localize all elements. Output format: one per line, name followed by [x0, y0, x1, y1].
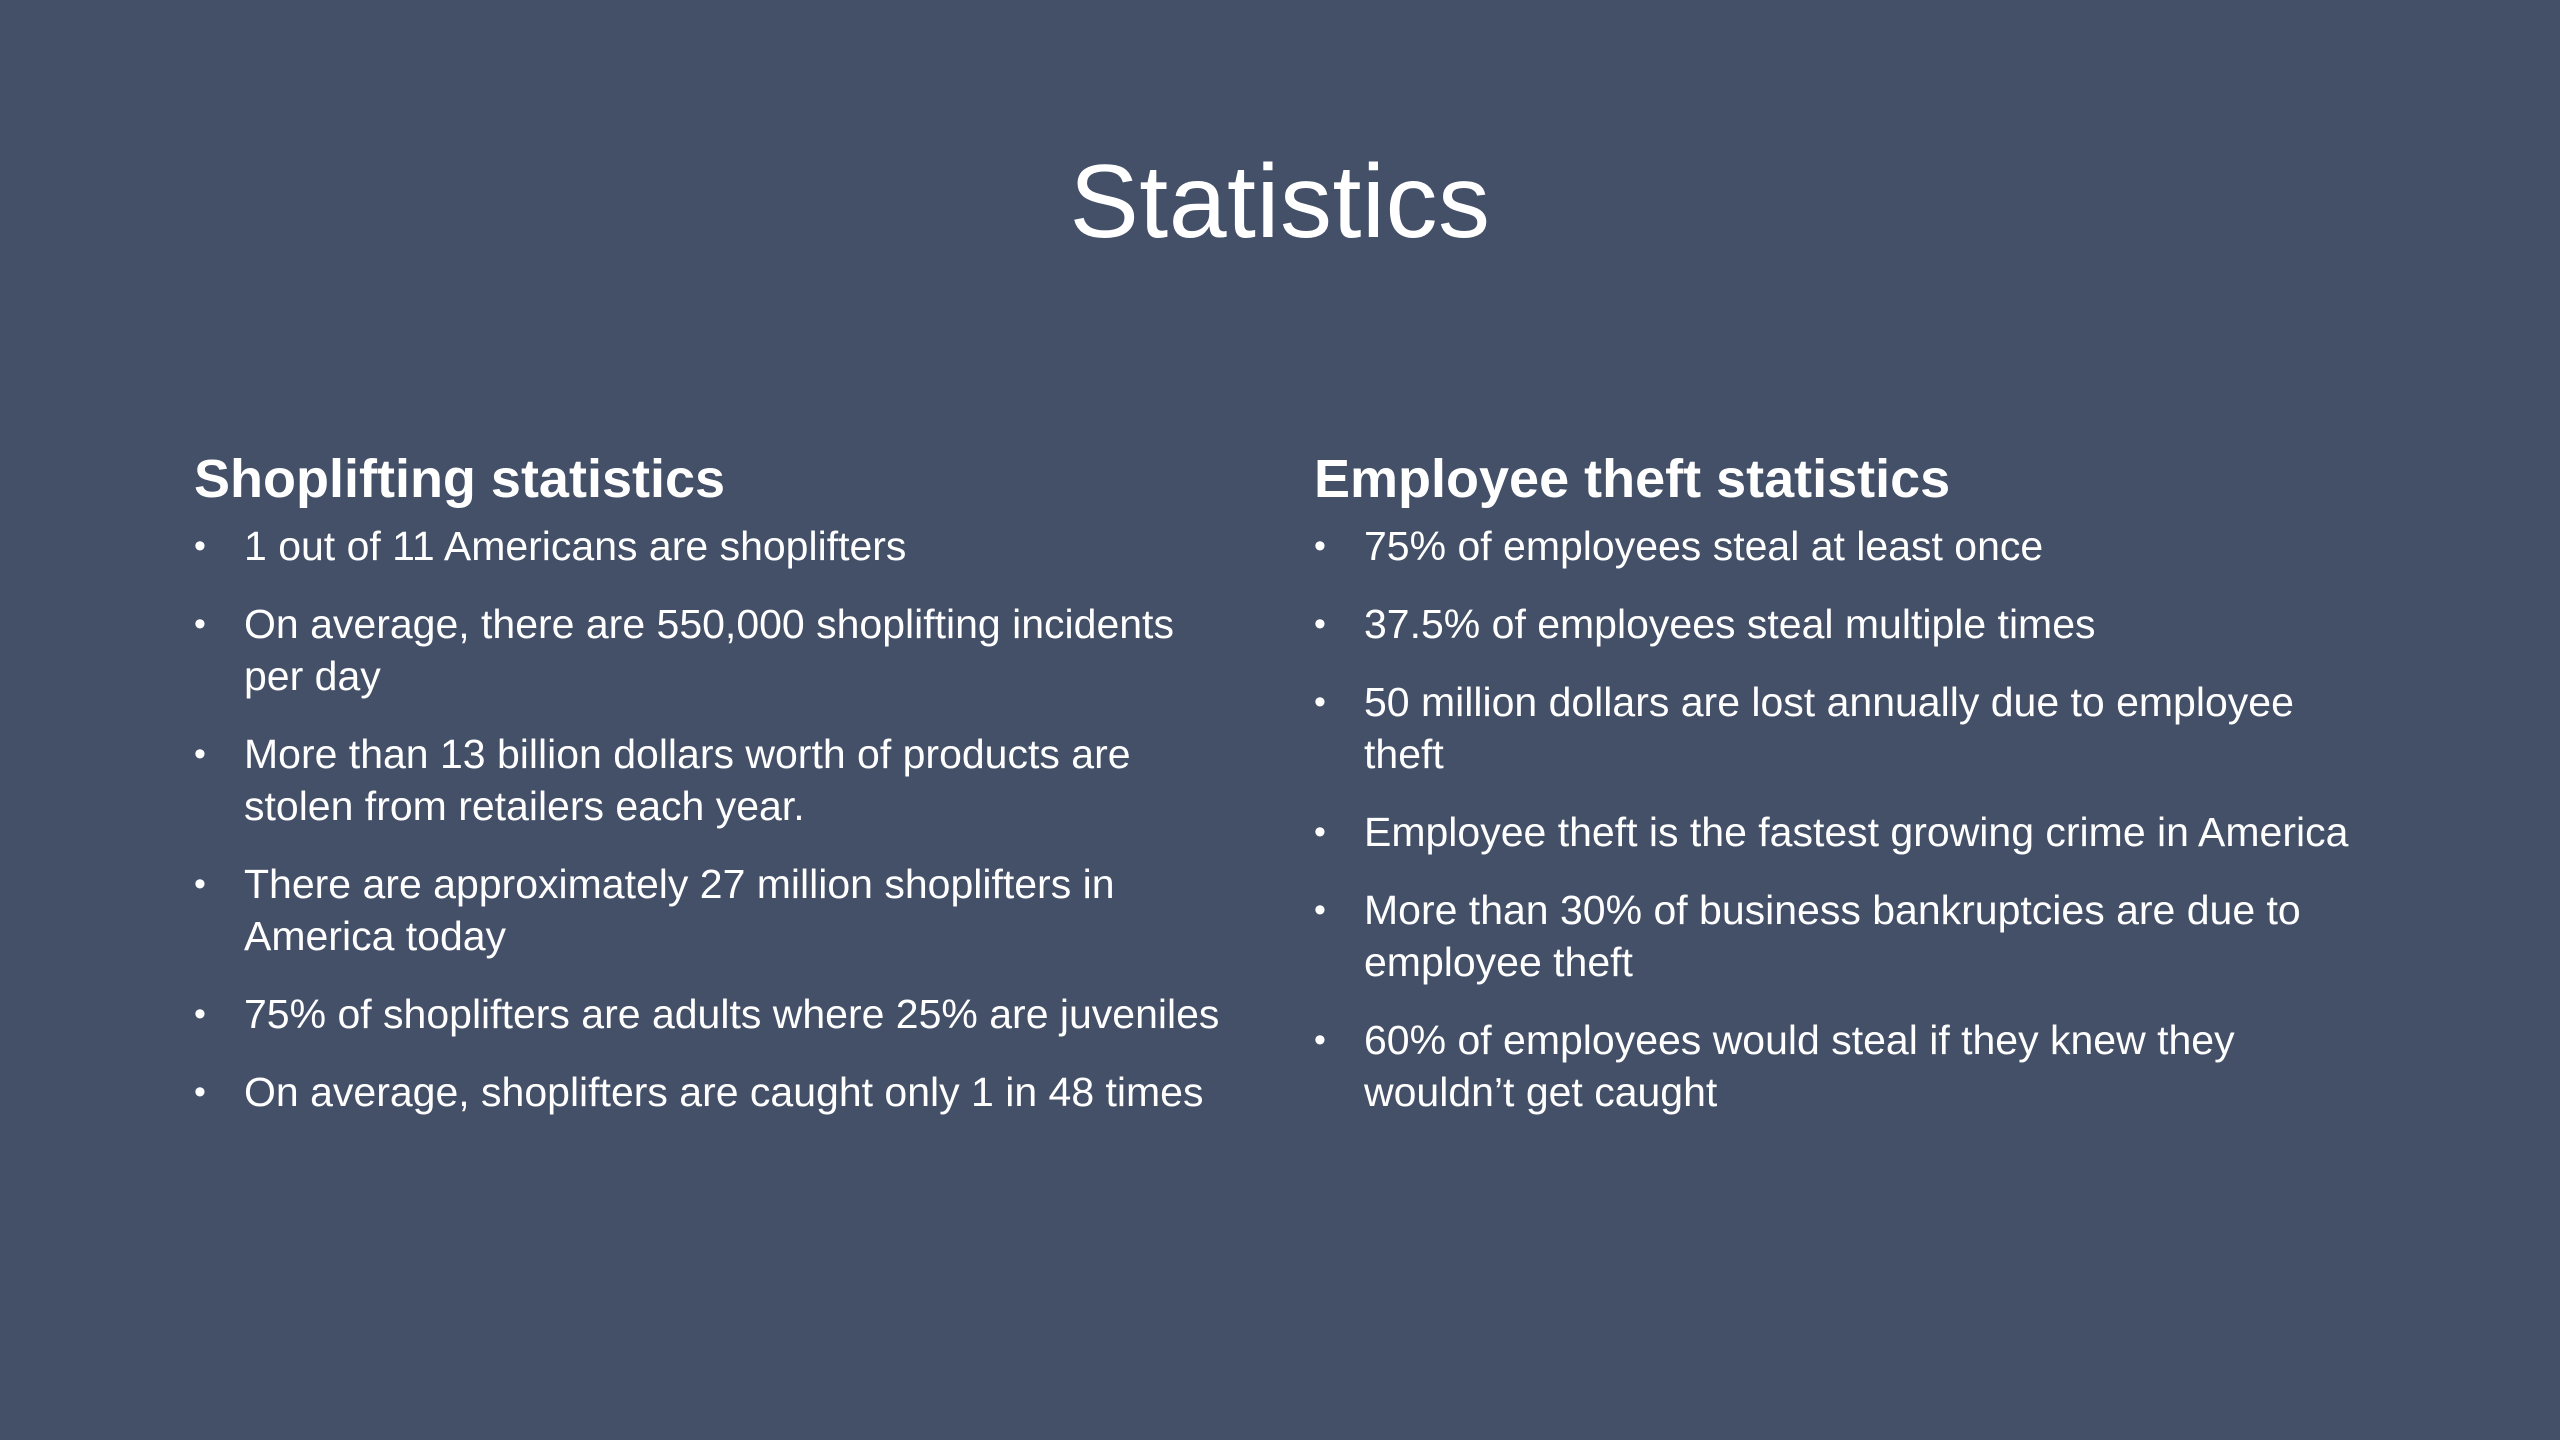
bullet-item — [194, 858, 1244, 962]
bullet-icon: • — [1314, 813, 1326, 851]
bullet-item — [1314, 1014, 2374, 1118]
bullet-item — [194, 728, 1244, 832]
bullet-item — [1314, 676, 2374, 780]
employee-theft-bullet-list — [1314, 520, 2374, 1118]
bullet-text: More than 30% of business bankruptcies are due to employee theft — [1364, 887, 2301, 985]
bullet-text: 50 million dollars are lost annually due to employee theft — [1364, 679, 2294, 777]
employee-theft-column — [1314, 444, 2374, 1144]
bullet-text: 37.5% of employees steal multiple times — [1364, 601, 2096, 647]
bullet-icon: • — [1314, 891, 1326, 929]
bullet-icon: • — [1314, 527, 1326, 565]
bullet-item — [1314, 598, 2374, 650]
bullet-item — [194, 598, 1244, 702]
bullet-item — [1314, 520, 2374, 572]
bullet-text: On average, there are 550,000 shoplifting incidents per day — [244, 601, 1174, 699]
shoplifting-bullet-list — [194, 520, 1244, 1118]
shoplifting-heading: Shoplifting statistics — [194, 449, 726, 509]
bullet-text: More than 13 billion dollars worth of products are stolen from retailers each year. — [244, 731, 1131, 829]
bullet-icon: • — [1314, 1021, 1326, 1059]
bullet-text: 60% of employees would steal if they knew they wouldn’t get caught — [1364, 1017, 2235, 1115]
bullet-text: There are approximately 27 million shoplifters in America today — [244, 861, 1115, 959]
bullet-item — [194, 520, 1244, 572]
bullet-text: Employee theft is the fastest growing crime in America — [1364, 809, 2349, 855]
employee-theft-heading: Employee theft statistics — [1314, 449, 1951, 509]
bullet-text: 1 out of 11 Americans are shoplifters — [244, 523, 907, 569]
bullet-icon: • — [194, 735, 206, 773]
bullet-icon: • — [1314, 683, 1326, 721]
bullet-icon: • — [194, 1073, 206, 1111]
bullet-item — [194, 1066, 1244, 1118]
bullet-icon: • — [194, 865, 206, 903]
slide-title: Statistics — [1069, 144, 1491, 260]
shoplifting-column — [194, 444, 1244, 1144]
bullet-icon: • — [194, 527, 206, 565]
bullet-item — [1314, 806, 2374, 858]
bullet-icon: • — [194, 995, 206, 1033]
bullet-icon: • — [1314, 605, 1326, 643]
bullet-text: 75% of employees steal at least once — [1364, 523, 2044, 569]
bullet-item — [1314, 884, 2374, 988]
bullet-icon: • — [194, 605, 206, 643]
bullet-text: On average, shoplifters are caught only 1 in 48 times — [244, 1069, 1204, 1115]
bullet-item — [194, 988, 1244, 1040]
bullet-text: 75% of shoplifters are adults where 25% are juveniles — [244, 991, 1220, 1037]
